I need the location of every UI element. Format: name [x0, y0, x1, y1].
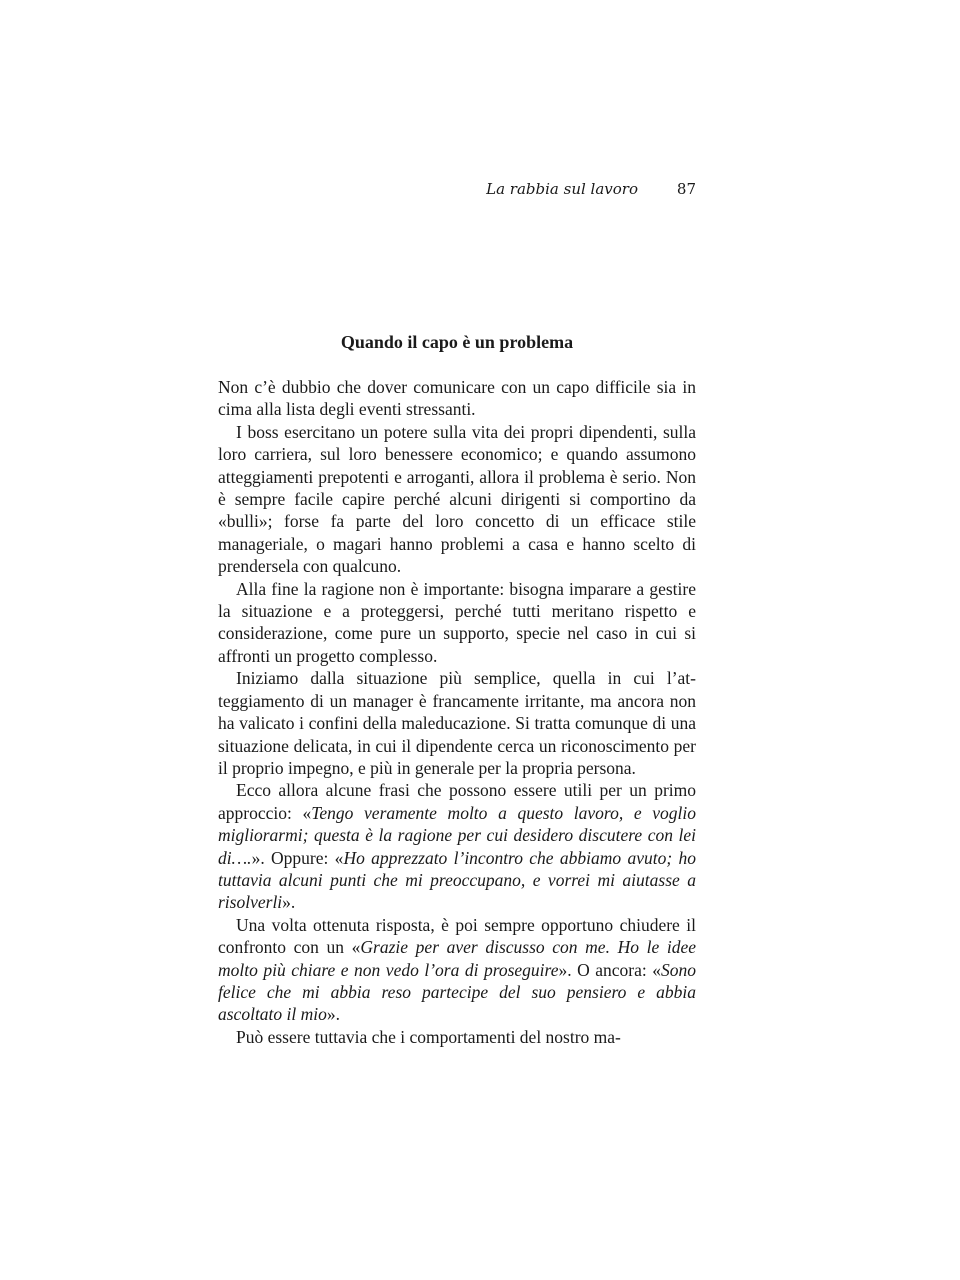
paragraph-text: ». [326, 1004, 341, 1025]
paragraph-5 [218, 779, 696, 913]
paragraph-text: Alla fine la ragione non è importante: bisogna imparare a gestire la situazione e a proteggersi, perché tutti meritano rispetto e considerazione, come pure un supporto, specie nel caso in cui si affronti un progetto complesso. [218, 578, 696, 666]
paragraph-7 [218, 1026, 696, 1048]
paragraph-3 [218, 578, 696, 668]
paragraph-text: Ecco allora alcune frasi che possono essere utili per un primo approccio: « [218, 780, 696, 823]
paragraph-1 [218, 376, 696, 421]
quote-text: Grazie per aver discusso con me. Ho le idee molto più chiare e non vedo l’ora di proseguire [218, 937, 696, 980]
paragraph-6 [218, 914, 696, 1026]
running-header [218, 180, 696, 204]
paragraph-text: ». O ancora: « [558, 959, 661, 980]
page-number: 87 [676, 180, 696, 198]
quote-text: Sono felice che mi abbia reso partecipe del suo pensiero e abbia ascoltato il mio [218, 959, 696, 1025]
paragraph-text: Non c’è dubbio che dover comunicare con un capo difficile sia in cima alla lista degli eventi stressanti. [218, 377, 696, 420]
paragraph-text: ». Oppure: « [251, 847, 344, 868]
paragraph-text: Può essere tuttavia che i comportamenti del nostro ma- [236, 1026, 621, 1047]
paragraph-text: Iniziamo dalla situazione più semplice, quella in cui l’atteggiamento di un manager è francamente irritante, ma ancora non ha valicato i confini della maleducazione. Si tratta comunque di una situazione delicata, in cui il dipendente cerca un riconoscimento per il proprio impegno, e più in generale per la propria persona. [218, 668, 696, 778]
section-title: Quando il capo è un problema [340, 332, 574, 352]
paragraph-text: I boss esercitano un potere sulla vita dei propri dipendenti, sulla loro carriera, sul loro benessere economico; e quando assumono atteggiamenti prepotenti e arroganti, allora il problema è serio. Non è sempre facile capire perché alcuni dirigenti si comportino da «bulli»; forse fa parte del loro concetto di un efficace stile manageriale, o magari hanno problemi a casa e hanno scelto di prendersela con qualcuno. [218, 421, 696, 577]
paragraph-text: Una volta ottenuta risposta, è poi sempre opportuno chiudere il confronto con un « [218, 914, 696, 958]
quote-text: Ho apprezzato l’incontro che abbiamo avuto; ho tuttavia alcuni punti che mi preoccupano, e vorrei mi aiutasse a risolverli [218, 847, 696, 913]
body-text [218, 376, 696, 1048]
running-title: La rabbia sul lavoro [486, 180, 638, 198]
paragraph-text: ». [282, 892, 296, 913]
paragraph-4 [218, 667, 696, 779]
quote-text: Tengo veramente molto a questo lavoro, e voglio migliorarmi; questa è la ragione per cui desidero discutere con lei di…. [218, 802, 696, 868]
paragraph-2 [218, 421, 696, 578]
